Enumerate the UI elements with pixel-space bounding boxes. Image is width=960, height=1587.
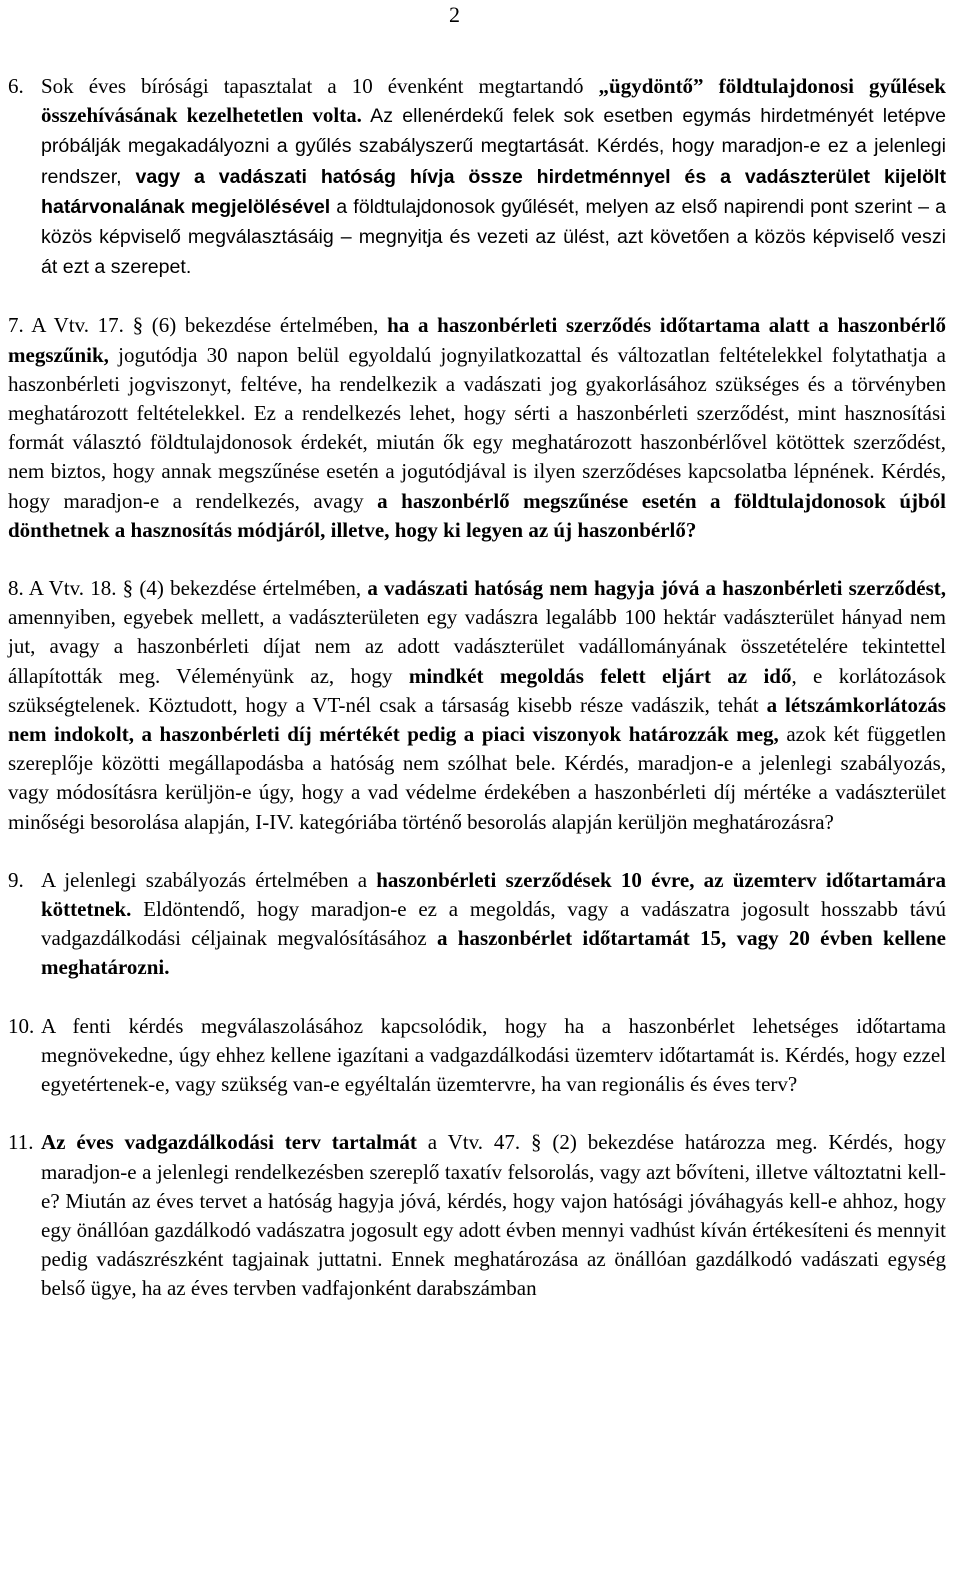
item-text: Sok éves bírósági tapasztalat a 10 évenként megtartandó [41, 74, 599, 98]
item-text: , e korlátozások szükségtelenek. Köztudott, hogy a VT-nél csak a társaság kisebb része vadászik, tehát [8, 663, 947, 717]
list-item-10 [8, 1012, 946, 1100]
list-item-9 [8, 866, 946, 983]
item-text: amennyiben, egyebek mellett, a vadászterületen egy vadászra legalább 100 hektár vadászterület hányad nem jut, avagy a haszonbérleti díjat nem az adott vadászterület vadállományának összetételére tekintettel állapították meg. Véleményünk az, hogy [8, 605, 946, 688]
item-text-bold: Az éves vadgazdálkodási terv tartalmát [41, 1130, 417, 1155]
item-text-bold: a haszonbérlet időtartamát 15, vagy 20 évben kellene meghatározni. [41, 926, 946, 980]
item-text-bold: a létszámkorlátozás nem indokolt, a haszonbérleti díj mértékét pedig a piaci viszonyok határozzák meg, [8, 692, 946, 747]
item-text-bold: a haszonbérlő megszűnése esetén a földtulajdonosok újból dönthetnek a hasznosítás módjáról, illetve, hogy ki legyen az új haszonbérlő? [8, 488, 947, 542]
paragraph-spacer [8, 837, 946, 866]
item-text: A Vtv. 18. § (4) bekezdése értelmében, [23, 576, 368, 601]
list-item-11 [8, 1128, 946, 1303]
item-number: 10. [8, 1013, 35, 1038]
item-text-bold: a vadászati hatóság nem hagyja jóvá a haszonbérleti szerződést, [367, 576, 946, 601]
item-number: 9. [8, 867, 24, 892]
item-number: 8. [8, 576, 24, 601]
item-text-bold: ha a haszonbérleti szerződés időtartama alatt a haszonbérlő megszűnik, [8, 313, 946, 367]
item-text-bold: haszonbérleti szerződések 10 évre, az üzemterv időtartamára köttetnek. [41, 867, 946, 922]
paragraph-spacer [8, 545, 946, 574]
paragraph-spacer [8, 983, 946, 1012]
item-text-bold: „ügydöntő” földtulajdonosi gyűlések összehívásának kezelhetetlen volta. [41, 74, 946, 128]
item-text-bold: mindkét megoldás felett eljárt az idő [408, 663, 792, 688]
item-text: a földtulajdonosok gyűlését, melyen az első napirendi pont szerint – a közös képviselő megválasztásáig – megnyitja és vezeti az ülést, azt követően a közös képviselő veszi át ezt a szerepet. [41, 195, 946, 279]
paragraph-spacer [8, 282, 946, 311]
document-body [8, 72, 946, 1304]
list-item-7 [8, 311, 946, 545]
item-number: 6. [8, 74, 24, 98]
item-text: Eldöntendő, hogy maradjon-e ez a megoldás, vagy a vadászatra jogosult hosszabb távú vadgazdálkodási céljainak megvalósításához [41, 897, 946, 951]
list-item-8 [8, 574, 946, 837]
item-number: 7. [8, 313, 24, 338]
item-text-bold: vagy a vadászati hatóság hívja össze hirdetménnyel és a vadászterület kijelölt határvonalának megjelölésével [41, 165, 947, 218]
item-text: azok két független szereplője közötti megállapodásba a hatóság nem szólhat bele. Kérdés, maradjon-e a jelenlegi szabályozás, vagy módosításra kerüljön-e úgy, hogy a vad védelme érdekében a haszonbérleti díj mértéke a vadászterület minőségi besorolása alapján, I-IV. kategóriába történő besorolás alapján kerüljön meghatározásra? [8, 722, 946, 834]
item-text: jogutódja 30 napon belül egyoldalú jognyilatkozattal és változatlan feltételekkel folytathatja a haszonbérleti jogviszonyt, feltéve, ha rendelkezik a vadászati jog gyakorlásához szükséges és a törvényben meghatározott feltételekkel. Ez a rendelkezés lehet, hogy sérti a haszonbérleti szerződést, mint hasznosítási formát választó földtulajdonosok érdekét, miután ők egy meghatározott haszonbérlővel kötöttek szerződést, nem biztos, hogy annak megszűnése esetén a jogutódjával is ilyen szerződéses kapcsolatba lépnének. Kérdés, hogy maradjon-e a rendelkezés, avagy [8, 342, 946, 513]
item-text: A Vtv. 17. § (6) bekezdése értelmében, [23, 313, 388, 338]
item-text: A fenti kérdés megválaszolásához kapcsolódik, hogy ha a haszonbérlet lehetséges időtartama megnövekedne, úgy ehhez kellene igazítani a vadgazdálkodási üzemterv időtartamát is. Kérdés, hogy ezzel egyetértenek-e, vagy szükség van-e egyéltalán üzemtervre, ha van regionális és éves terv? [41, 1013, 946, 1097]
item-number: 11. [8, 1130, 34, 1155]
page-number: 2 [449, 2, 460, 27]
item-text: a Vtv. 47. § (2) bekezdése határozza meg. Kérdés, hogy maradjon-e a jelenlegi rendelkezésben szereplő taxatív felsorolás, vagy azt bővíteni, illetve változtatni kell-e? Miután az éves tervet a hatóság hagyja jóvá, kérdés, hogy vajon hatósági jóváhagyás kell-e ahhoz, hogy egy önállóan gazdálkodó vadászatra jogosult egy adott évben mennyi vadhúst kíván értékesíteni és mennyit pedig vadászrészként tagjainak juttatni. Ennek meghatározása az önállóan gazdálkodó vadászati egység belső ügye, ha az éves tervben vadfajonként darabszámban [41, 1130, 946, 1301]
item-text: Az ellenérdekű felek sok esetben egymás hirdetményét letépve próbálják megakadályozni a gyűlés szabályszerű megtartását. Kérdés, hogy maradjon-e ez a jelenlegi rendszer, [41, 105, 946, 188]
list-item-6 [8, 72, 946, 282]
paragraph-spacer [8, 1099, 946, 1128]
item-text: A jelenlegi szabályozás értelmében a [41, 867, 377, 892]
